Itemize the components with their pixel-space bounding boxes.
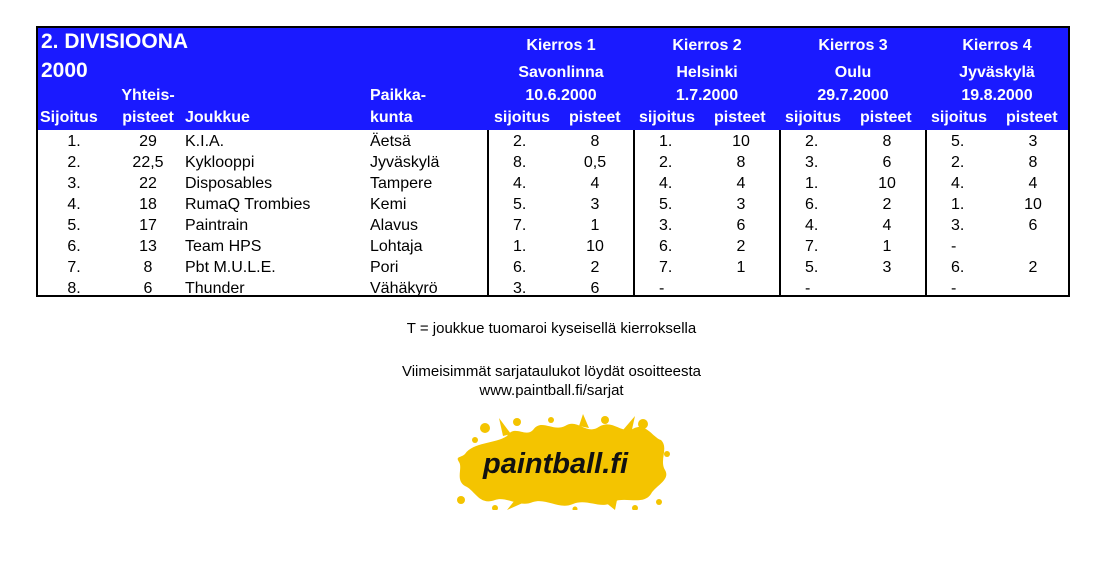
- round-1-col-pisteet: pisteet: [569, 109, 621, 126]
- round-4-date: 19.8.2000: [961, 87, 1033, 104]
- round-1-points-cell: 1: [590, 217, 600, 234]
- round-4-name: Kierros 4: [962, 37, 1032, 54]
- round-3-points-cell: 10: [878, 175, 896, 192]
- total-points-cell: 17: [139, 217, 157, 234]
- round-3-rank-cell: 3.: [805, 154, 819, 171]
- rank-cell: 6.: [67, 238, 81, 255]
- round-2-rank-cell: 6.: [659, 238, 673, 255]
- table-row: [38, 215, 1068, 236]
- round-4-col-pisteet: pisteet: [1006, 109, 1058, 126]
- round-4-rank-cell: 2.: [951, 154, 965, 171]
- round-4-points-cell: 3: [1028, 133, 1038, 150]
- total-points-cell: 13: [139, 238, 157, 255]
- header-paikka-bottom: kunta: [370, 109, 413, 126]
- round-3-name: Kierros 3: [818, 37, 888, 54]
- header-sijoitus: Sijoitus: [40, 109, 98, 126]
- round-2-points-cell: 3: [736, 196, 746, 213]
- round-4-rank-cell: 3.: [951, 217, 965, 234]
- round-2-city: Helsinki: [676, 64, 738, 81]
- team-name-cell: RumaQ Trombies: [185, 196, 311, 213]
- round-2-points-cell: 1: [736, 259, 746, 276]
- round-4-points-cell: 4: [1028, 175, 1038, 192]
- team-name-cell: Disposables: [185, 175, 273, 192]
- round-1-date: 10.6.2000: [525, 87, 597, 104]
- total-points-cell: 18: [139, 196, 157, 213]
- round-3-rank-cell: -: [805, 280, 811, 297]
- round-1-rank-cell: 6.: [513, 259, 527, 276]
- team-name-cell: Paintrain: [185, 217, 249, 234]
- round-1-rank-cell: 1.: [513, 238, 527, 255]
- hometown-cell: Äetsä: [370, 133, 411, 150]
- round-1-points-cell: 2: [590, 259, 600, 276]
- season-year: 2000: [41, 59, 88, 82]
- judge-note: T = joukkue tuomaroi kyseisellä kierroksella: [406, 320, 697, 337]
- round-3-date: 29.7.2000: [817, 87, 889, 104]
- round-2-points-cell: 4: [736, 175, 746, 192]
- paintball-fi-logo: [455, 414, 671, 510]
- hometown-cell: Kemi: [370, 196, 407, 213]
- rank-cell: 3.: [67, 175, 81, 192]
- round-2-date: 1.7.2000: [675, 87, 739, 104]
- round-2-rank-cell: 5.: [659, 196, 673, 213]
- table-header: [38, 28, 1068, 130]
- round-4-city: Jyväskylä: [959, 64, 1035, 81]
- total-points-cell: 6: [143, 280, 153, 297]
- round-1-rank-cell: 8.: [513, 154, 527, 171]
- logo-text: paintball.fi: [483, 448, 628, 480]
- header-total-top: Yhteis-: [121, 87, 175, 104]
- table-row: [38, 194, 1068, 215]
- round-2-col-pisteet: pisteet: [714, 109, 766, 126]
- table-row: [38, 173, 1068, 194]
- round-2-rank-cell: 3.: [659, 217, 673, 234]
- round-2-points-cell: 2: [736, 238, 746, 255]
- hometown-cell: Jyväskylä: [370, 154, 440, 171]
- round-2-points-cell: 10: [732, 133, 750, 150]
- round-3-city: Oulu: [834, 64, 872, 81]
- division-title: 2. DIVISIOONA: [41, 30, 189, 53]
- round-4-rank-cell: -: [951, 238, 957, 255]
- round-4-points-cell: 6: [1028, 217, 1038, 234]
- total-points-cell: 22,5: [132, 154, 164, 171]
- team-name-cell: Kyklooppi: [185, 154, 255, 171]
- round-4-rank-cell: 5.: [951, 133, 965, 150]
- latest-tables-note: Viimeisimmät sarjataulukot löydät osoitteesta: [401, 363, 702, 380]
- table-row: [38, 236, 1068, 257]
- table-row: [38, 257, 1068, 278]
- round-4-rank-cell: 1.: [951, 196, 965, 213]
- round-1-points-cell: 4: [590, 175, 600, 192]
- round-1-rank-cell: 3.: [513, 280, 527, 297]
- round-3-rank-cell: 6.: [805, 196, 819, 213]
- team-name-cell: Thunder: [185, 280, 245, 297]
- round-1-rank-cell: 4.: [513, 175, 527, 192]
- round-2-name: Kierros 2: [672, 37, 742, 54]
- round-4-rank-cell: 6.: [951, 259, 965, 276]
- round-3-rank-cell: 2.: [805, 133, 819, 150]
- round-3-points-cell: 1: [882, 238, 892, 255]
- round-3-rank-cell: 4.: [805, 217, 819, 234]
- hometown-cell: Lohtaja: [370, 238, 423, 255]
- table-row: [38, 152, 1068, 173]
- round-4-rank-cell: 4.: [951, 175, 965, 192]
- standings-table: [36, 26, 1070, 297]
- round-2-points-cell: 6: [736, 217, 746, 234]
- hometown-cell: Alavus: [370, 217, 419, 234]
- round-1-rank-cell: 5.: [513, 196, 527, 213]
- round-3-rank-cell: 1.: [805, 175, 819, 192]
- team-name-cell: Team HPS: [185, 238, 262, 255]
- round-4-points-cell: 2: [1028, 259, 1038, 276]
- round-4-col-sijoitus: sijoitus: [931, 109, 988, 126]
- round-3-col-pisteet: pisteet: [860, 109, 912, 126]
- round-4-rank-cell: -: [951, 280, 957, 297]
- round-3-points-cell: 6: [882, 154, 892, 171]
- header-total-bottom: pisteet: [122, 109, 174, 126]
- round-1-col-sijoitus: sijoitus: [494, 109, 551, 126]
- round-1-city: Savonlinna: [518, 64, 604, 81]
- round-4-points-cell: 10: [1024, 196, 1042, 213]
- hometown-cell: Pori: [370, 259, 399, 276]
- round-1-points-cell: 8: [590, 133, 600, 150]
- round-2-rank-cell: -: [659, 280, 665, 297]
- total-points-cell: 29: [139, 133, 157, 150]
- team-name-cell: Pbt M.U.L.E.: [185, 259, 276, 276]
- total-points-cell: 22: [139, 175, 157, 192]
- round-2-col-sijoitus: sijoitus: [639, 109, 696, 126]
- rank-cell: 8.: [67, 280, 81, 297]
- hometown-cell: Tampere: [370, 175, 433, 192]
- round-1-rank-cell: 7.: [513, 217, 527, 234]
- round-2-rank-cell: 2.: [659, 154, 673, 171]
- round-2-rank-cell: 1.: [659, 133, 673, 150]
- round-1-rank-cell: 2.: [513, 133, 527, 150]
- round-4-points-cell: 8: [1028, 154, 1038, 171]
- team-name-cell: K.I.A.: [185, 133, 225, 150]
- round-3-points-cell: 8: [882, 133, 892, 150]
- header-paikka-top: Paikka-: [370, 87, 427, 104]
- round-1-points-cell: 10: [586, 238, 604, 255]
- round-3-points-cell: 3: [882, 259, 892, 276]
- rank-cell: 4.: [67, 196, 81, 213]
- round-3-rank-cell: 7.: [805, 238, 819, 255]
- table-row: [38, 131, 1068, 152]
- round-2-rank-cell: 4.: [659, 175, 673, 192]
- standings-url: www.paintball.fi/sarjat: [479, 382, 624, 399]
- round-1-name: Kierros 1: [526, 37, 596, 54]
- round-2-points-cell: 8: [736, 154, 746, 171]
- round-3-points-cell: 4: [882, 217, 892, 234]
- round-1-points-cell: 6: [590, 280, 600, 297]
- round-2-rank-cell: 7.: [659, 259, 673, 276]
- rank-cell: 7.: [67, 259, 81, 276]
- rank-cell: 5.: [67, 217, 81, 234]
- round-1-points-cell: 3: [590, 196, 600, 213]
- header-joukkue: Joukkue: [185, 109, 250, 126]
- rank-cell: 2.: [67, 154, 81, 171]
- rank-cell: 1.: [67, 133, 81, 150]
- hometown-cell: Vähäkyrö: [370, 280, 438, 297]
- round-3-rank-cell: 5.: [805, 259, 819, 276]
- round-1-points-cell: 0,5: [583, 154, 607, 171]
- round-3-col-sijoitus: sijoitus: [785, 109, 842, 126]
- total-points-cell: 8: [143, 259, 153, 276]
- round-3-points-cell: 2: [882, 196, 892, 213]
- table-row: [38, 278, 1068, 299]
